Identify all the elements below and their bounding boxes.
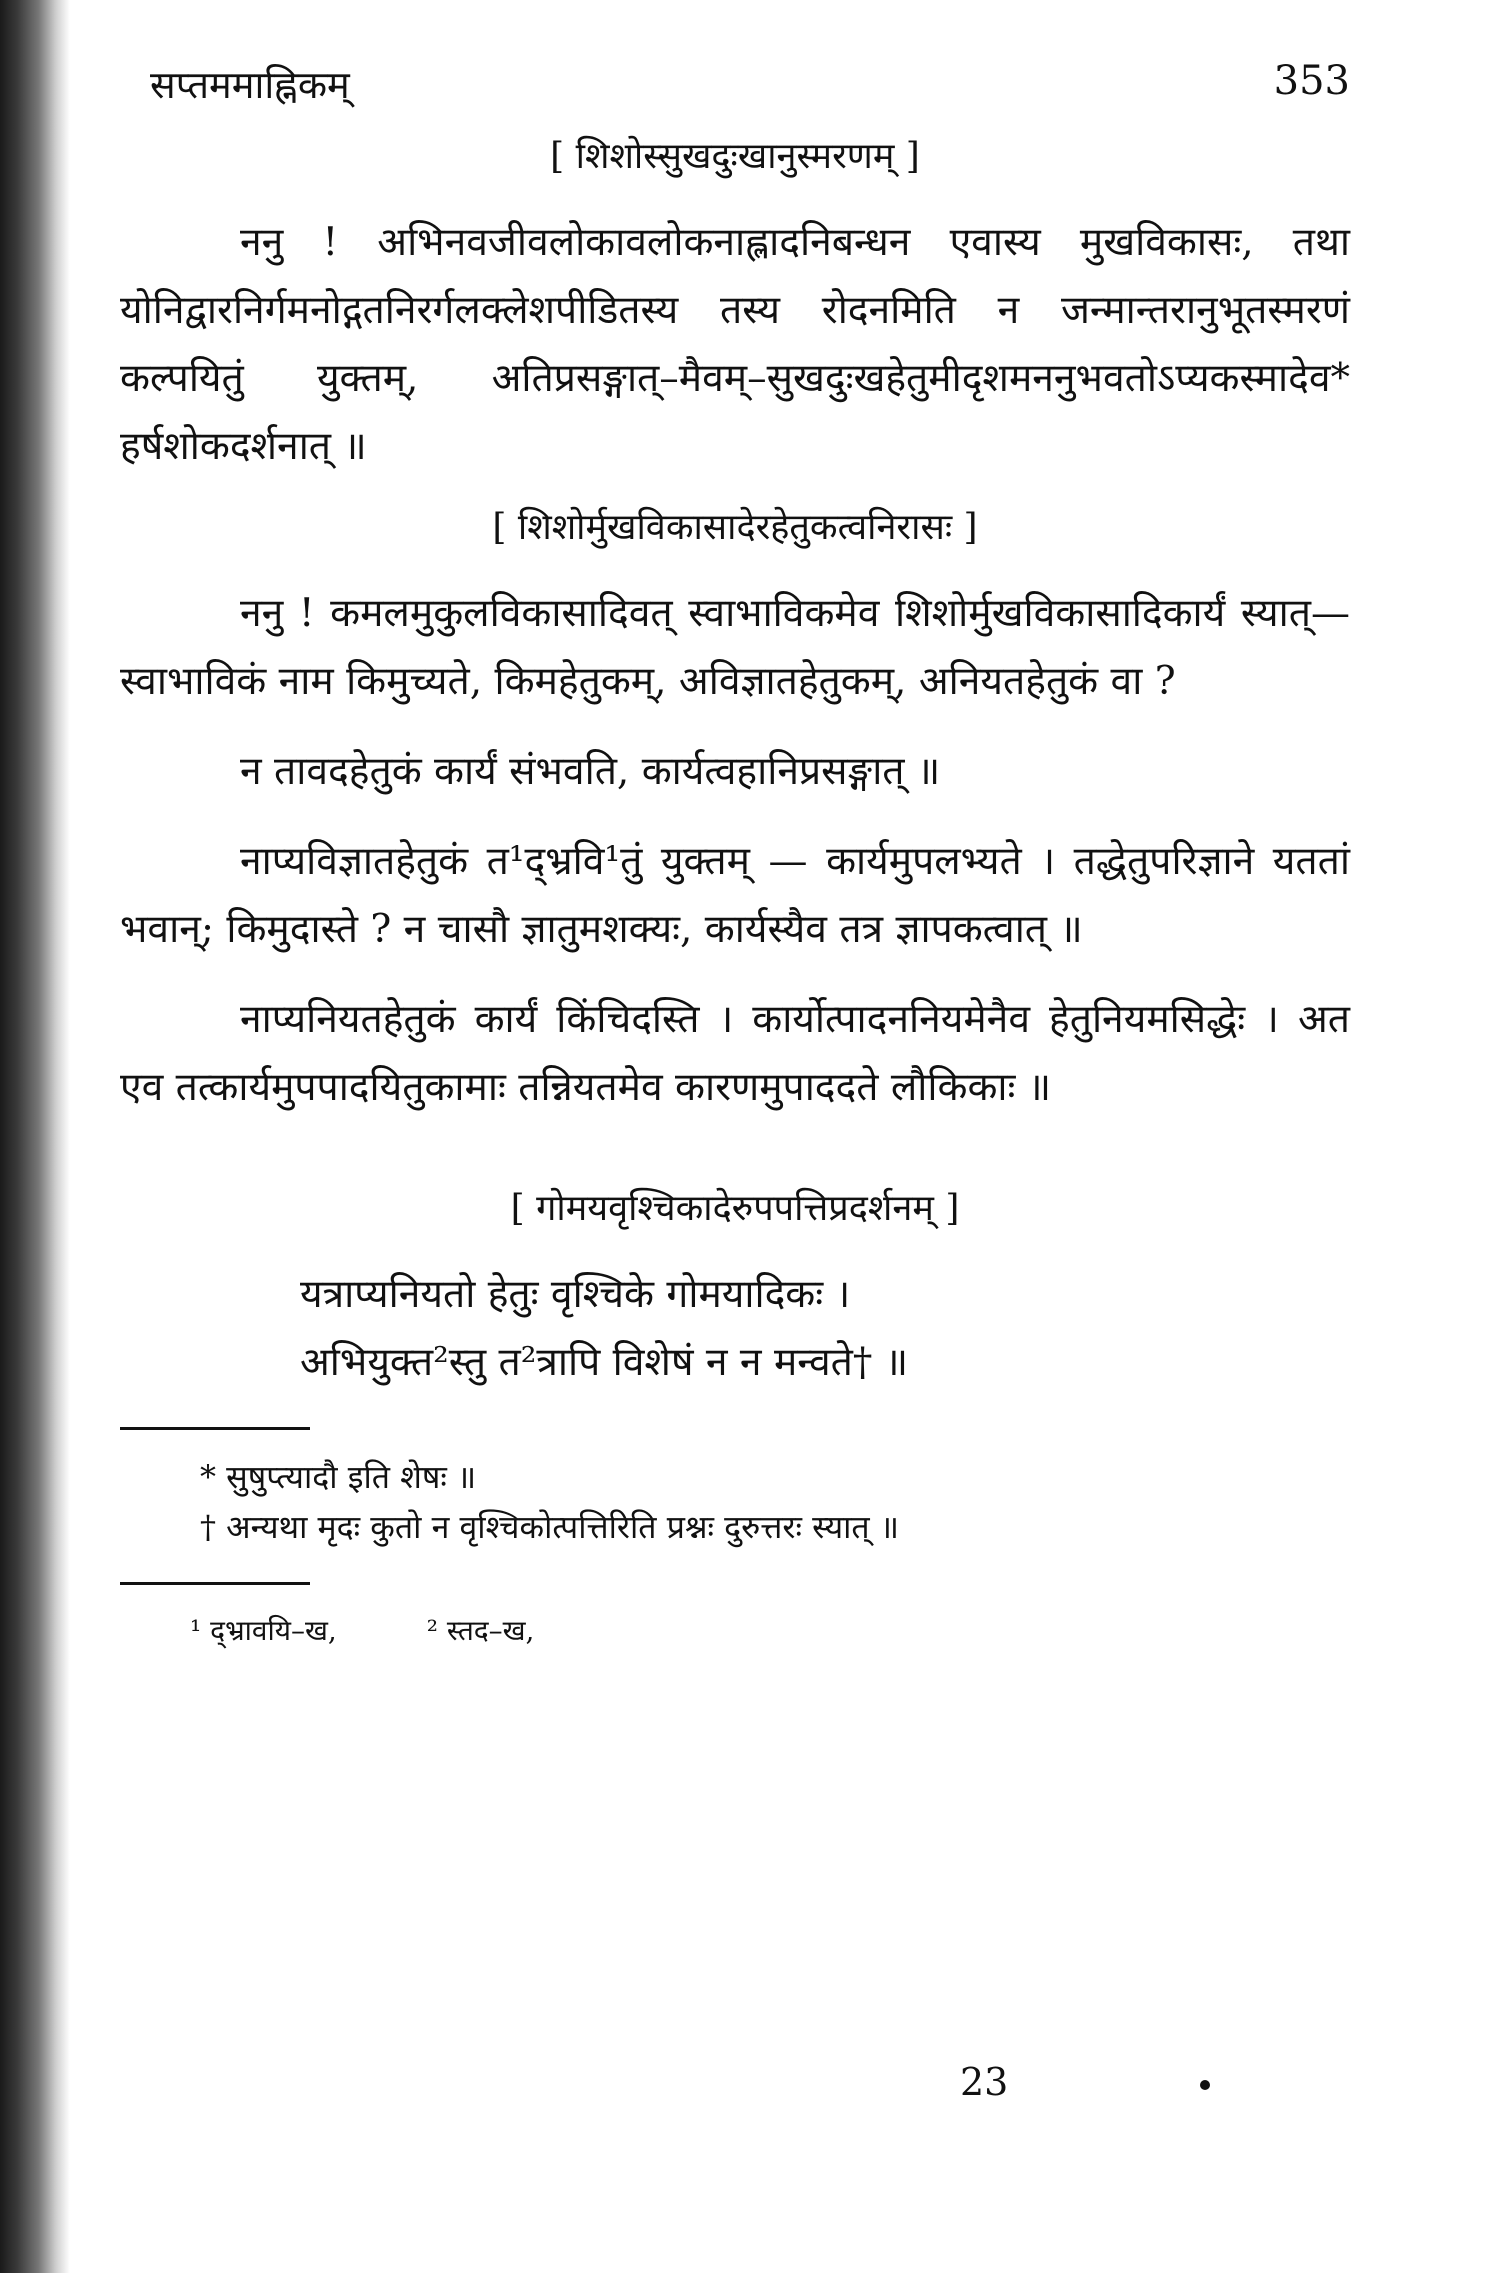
paragraph: न तावदहेतुकं कार्यं संभवति, कार्यत्वहानिप्रसङ्गात् ॥ [240, 749, 941, 794]
variant-note: ² स्तद–ख, [426, 1614, 535, 1647]
signature-mark: 23 [960, 2060, 1009, 2104]
paragraph: ननु ! अभिनवजीवलोकावलोकनाह्लादनिबन्धन एवास्य मुखविकासः, तथा योनिद्वारनिर्गमनोद्गतनिरर्गलक्लेशपीडितस्य तस्य रोदनमिति न जन्मान्तरानुभूतस्मरणं कल्पयितुं युक्तम्, अतिप्रसङ्गात्–मैवम्–सुखदुःखहेतुमीदृशमननुभवतोऽप्यकस्मादेव* हर्षशोकदर्शनात् ॥ [120, 220, 1350, 469]
footnote: * सुषुप्त्यादौ इति शेषः ॥ [200, 1458, 477, 1496]
paragraph: नाप्यनियतहेतुकं कार्यं किंचिदस्ति । कार्योत्पादननियमेनैव हेतुनियमसिद्धेः । अत एव तत्कार्यमुपपादयितुकामाः तन्नियतमेव कारणमुपाददते लौकिकाः ॥ [120, 997, 1350, 1110]
section-title-1: [ शिशोस्सुखदुःखानुस्मरणम् ] [550, 136, 920, 177]
footnote-divider [120, 1427, 310, 1430]
footnote: † अन्यथा मृदः कुतो न वृश्चिकोत्पत्तिरिति प्रश्नः दुरुत्तरः स्यात् ॥ [200, 1508, 900, 1546]
variant-notes [120, 1607, 1350, 1655]
book-binding-shadow [0, 0, 70, 2273]
ink-dot [1200, 2080, 1210, 2090]
book-page [120, 50, 1350, 2250]
verse-line: यत्राप्यनियतो हेतुः वृश्चिके गोमयादिकः । [300, 1272, 851, 1317]
paragraph: ननु ! कमलमुकुलविकासादिवत् स्वाभाविकमेव शिशोर्मुखविकासादिकार्यं स्यात्—स्वाभाविकं नाम किमुच्यते, किमहेतुकम्, अविज्ञातहेतुकम्, अनियतहेतुकं वा ? [120, 591, 1350, 704]
running-head: सप्तममाह्निकम् [150, 63, 350, 107]
page-header [120, 50, 1350, 110]
page-number: 353 [1273, 58, 1350, 104]
verse-line: अभियुक्त²स्तु त²त्रापि विशेषं न न मन्वते† ॥ [300, 1340, 909, 1385]
variant-note: ¹ द्भ्रावयि–ख, [190, 1614, 337, 1647]
section-title-2: [ शिशोर्मुखविकासादेरहेतुकत्वनिरासः ] [492, 507, 978, 548]
paragraph: नाप्यविज्ञातहेतुकं त¹द्भ्रवि¹तुं युक्तम् — कार्यमुपलभ्यते । तद्धेतुपरिज्ञाने यततां भवान्; किमुदास्ते ? न चासौ ज्ञातुमशक्यः, कार्यस्यैव तत्र ज्ञापकत्वात् ॥ [120, 839, 1350, 952]
section-title-3: [ गोमयवृश्चिकादेरुपपत्तिप्रदर्शनम् ] [510, 1188, 960, 1229]
variant-divider [120, 1582, 310, 1585]
